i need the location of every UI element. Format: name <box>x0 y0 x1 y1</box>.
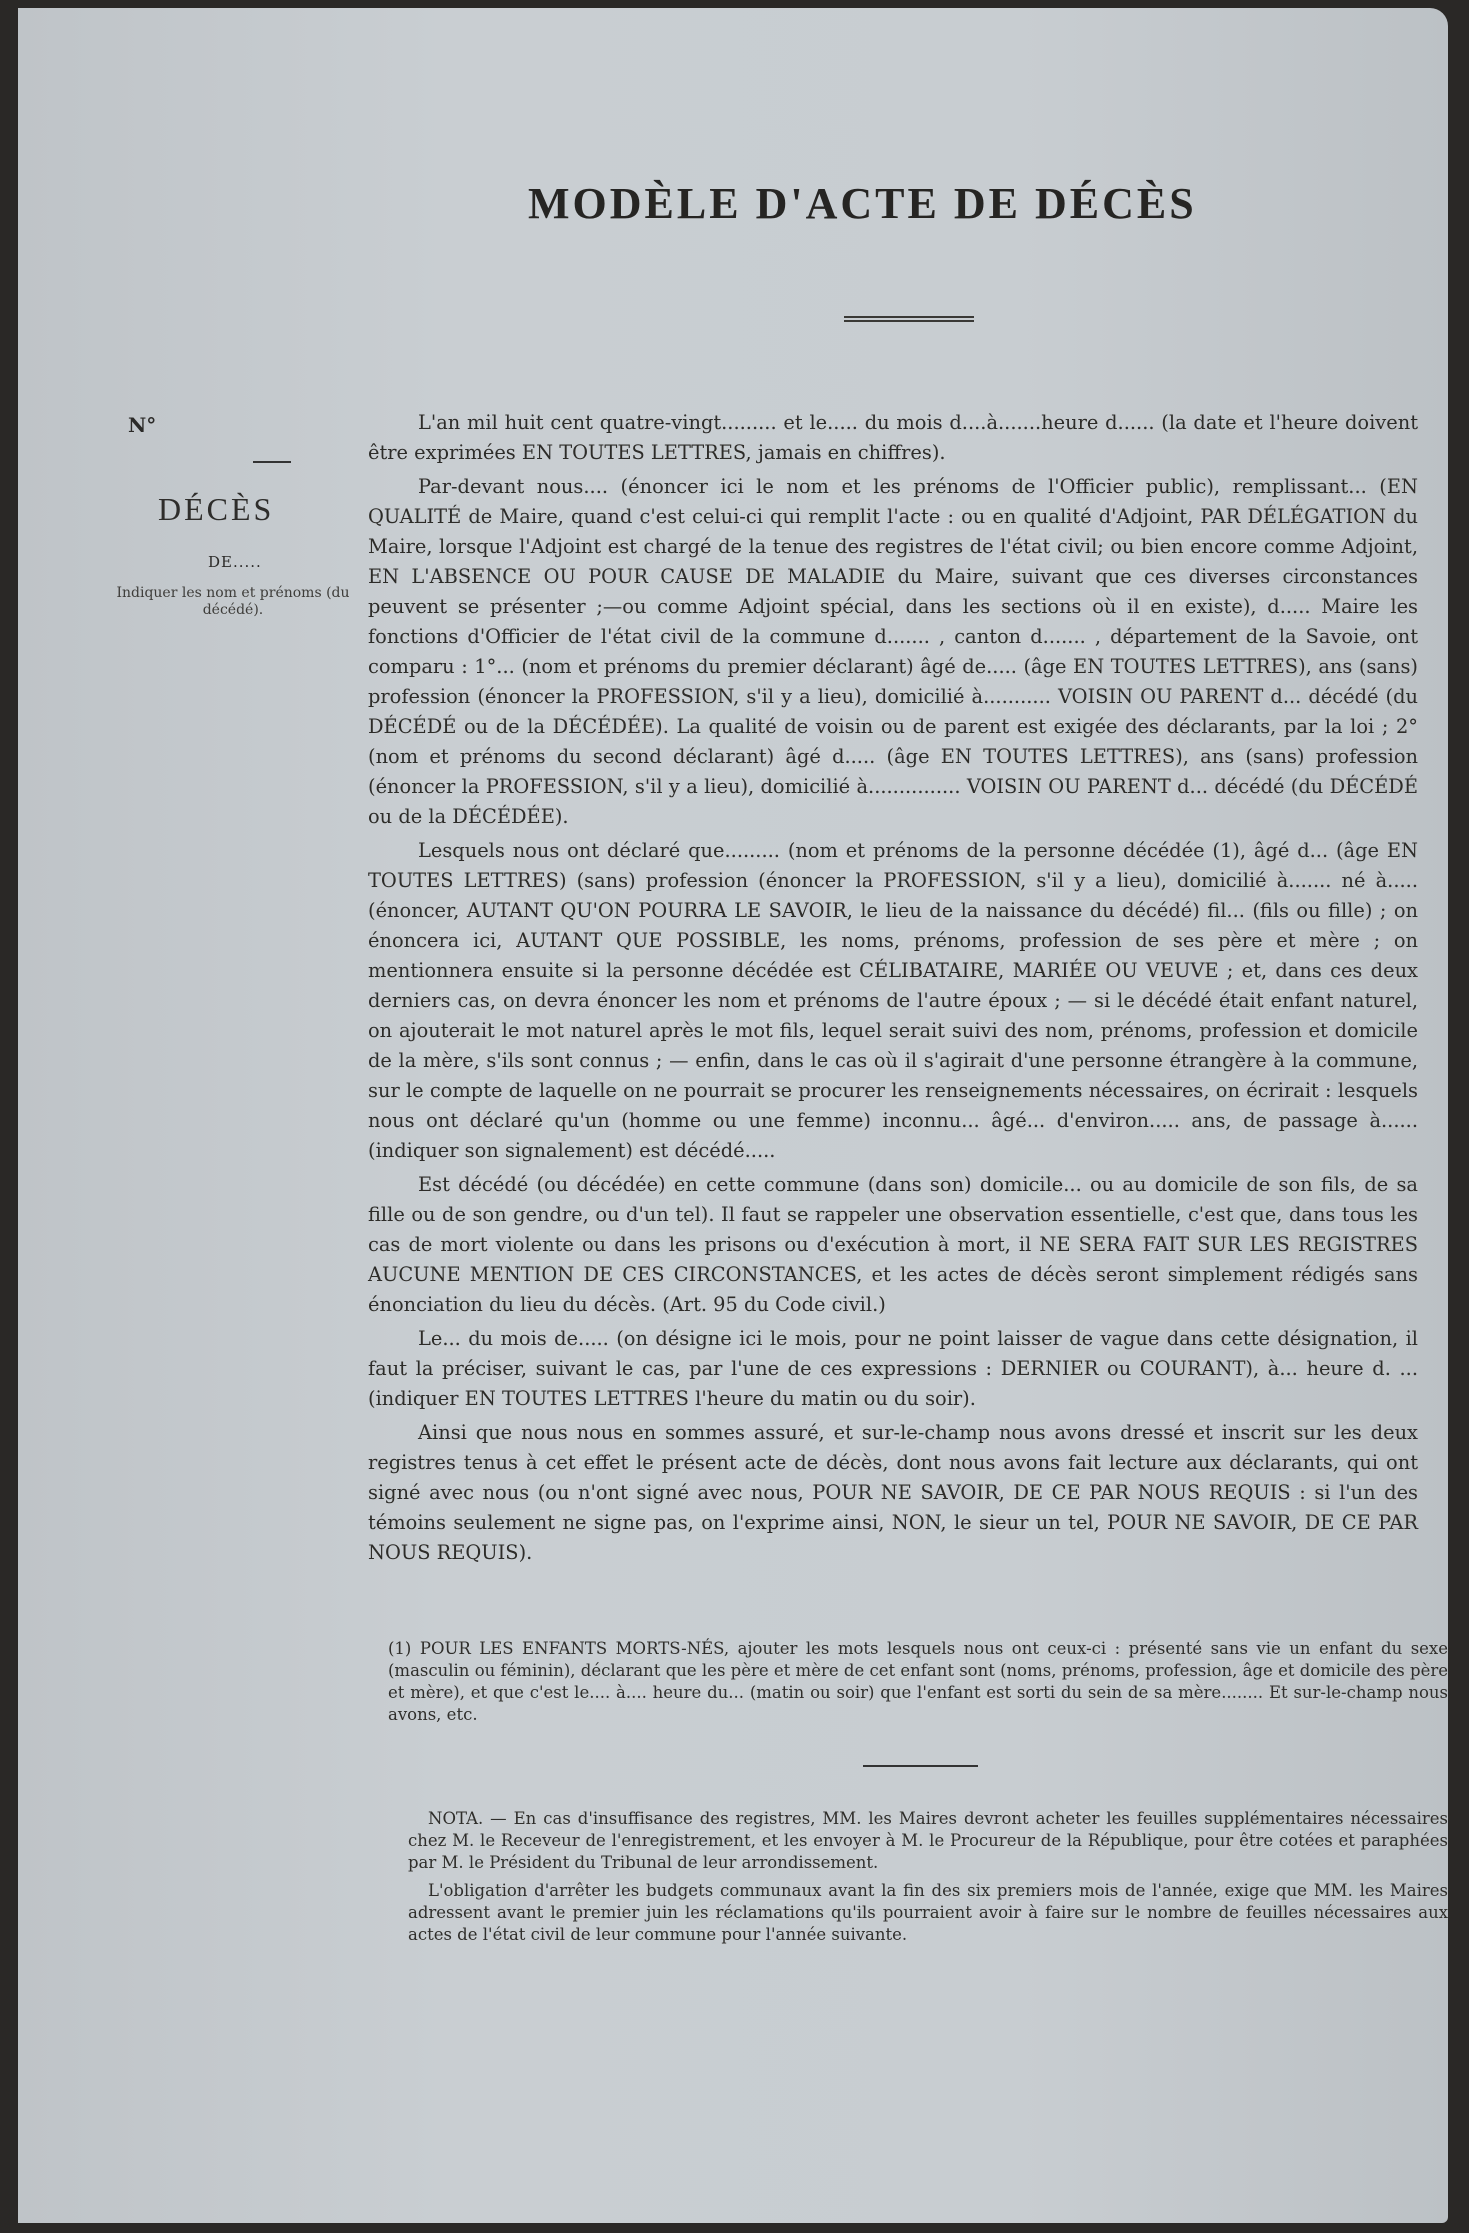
paragraph-le-du-mois: Le... du mois de..... (on désigne ici le mois, pour ne point laisser de vague dans cette désignation, il faut la préciser, suivant le cas, par l'une de ces expressions : DERNIER ou COURANT), à... heure d. ... (indiquer EN TOUTES LETTRES l'heure du matin ou du soir). <box>368 1327 1418 1410</box>
paragraph-lesquels: Lesquels nous ont déclaré que......... (nom et prénoms de la personne décédée (1), âgé d... (âge EN TOUTES LETTRES) (sans) profession (énoncer la PROFESSION, s'il y a lieu), domicilié à....... né à..... (énoncer, AUTANT QU'ON POURRA LE SAVOIR, le lieu de la naissance du décédé) fil... (fils ou fille) ; on énoncera ici, AUTANT QUE POSSIBLE, les noms, prénoms, profession de ses père et mère ; on mentionnera ensuite si la personne décédée est CÉLIBATAIRE, MARIÉE OU VEUVE ; et, dans ces deux derniers cas, on devra énoncer les nom et prénoms de l'autre époux ; — si le décédé était enfant naturel, on ajouterait le mot naturel après le mot fils, lequel serait suivi des nom, prénoms, profession et domicile de la mère, s'ils sont connus ; — enfin, dans le cas où il s'agirait d'une personne étrangère à la commune, sur le compte de laquelle on ne pourrait se procurer les renseignements nécessaires, on écrirait : lesquels nous ont déclaré qu'un (homme ou une femme) inconnu... âgé... d'environ..... ans, de passage à...... (indiquer son signalement) est décédé..... <box>368 839 1418 1162</box>
paragraph-par-devant: Par-devant nous.... (énoncer ici le nom et les prénoms de l'Officier public), remplissant... (EN QUALITÉ de Maire, quand c'est celui-ci qui remplit l'acte : ou en qualité d'Adjoint, PAR DÉLÉGATION du Maire, lorsque l'Adjoint est chargé de la tenue des registres de l'état civil; ou bien encore comme Adjoint, EN L'ABSENCE OU POUR CAUSE DE MALADIE du Maire, suivant que ces diverses circonstances peuvent se présenter ;—ou comme Adjoint spécial, dans les sections où il en existe), d..... Maire les fonctions d'Officier de l'état civil de la commune d....... , canton d....... , département de la Savoie, ont comparu : 1°... (nom et prénoms du premier déclarant) âgé de..... (âge EN TOUTES LETTRES), ans (sans) profession (énoncer la PROFESSION, s'il y a lieu), domicilié à........... VOISIN OU PARENT d... décédé (du DÉCÉDÉ ou de la DÉCÉDÉE). La qualité de voisin ou de parent est exigée des déclarants, par la loi ; 2° (nom et prénoms du second déclarant) âgé d..... (âge EN TOUTES LETTRES), ans (sans) profession (énoncer la PROFESSION, s'il y a lieu), domicilié à............... VOISIN OU PARENT d... décédé (du DÉCÉDÉ ou de la DÉCÉDÉE). <box>368 475 1418 828</box>
nota-paragraph-2: L'obligation d'arrêter les budgets communaux avant la fin des six premiers mois de l'année, exige que MM. les Maires adressent avant le premier juin les réclamations qu'ils pourraient avoir à faire sur le nombre de feuilles nécessaires aux actes de l'état civil de leur commune pour l'année suivante. <box>408 1881 1448 1944</box>
paragraph-ainsi-que: Ainsi que nous nous en sommes assuré, et sur-le-champ nous avons dressé et inscrit sur les deux registres tenus à cet effet le présent acte de décès, dont nous avons fait lecture aux déclarants, qui ont signé avec nous (ou n'ont signé avec nous, POUR NE SAVOIR, DE CE PAR NOUS REQUIS : si l'un des témoins seulement ne signe pas, on l'exprime ainsi, NON, le sieur un tel, POUR NE SAVOIR, DE CE PAR NOUS REQUIS). <box>368 1421 1418 1564</box>
margin-heading: DÉCÈS <box>158 491 275 527</box>
margin-dash <box>253 461 291 463</box>
document-page <box>18 8 1448 2223</box>
number-label: N° <box>128 413 157 437</box>
margin-de: DE..... <box>208 553 262 571</box>
page-title: MODÈLE D'ACTE DE DÉCÈS <box>528 179 1197 228</box>
nota-divider <box>863 1765 978 1767</box>
footnote: (1) POUR LES ENFANTS MORTS-NÉS, ajouter les mots lesquels nous ont ceux-ci : présenté sans vie un enfant du sexe (masculin ou féminin), déclarant que les père et mère de cet enfant sont (noms, prénoms, profession, âge et domicile des père et mère), et que c'est le.... à.... heure du... (matin ou soir) que l'enfant est sorti du sein de sa mère........ Et sur-le-champ nous avons, etc. <box>388 1639 1448 1724</box>
title-divider <box>844 316 974 322</box>
nota-paragraph-1: NOTA. — En cas d'insuffisance des registres, MM. les Maires devront acheter les feuilles supplémentaires nécessaires chez M. le Receveur de l'enregistrement, et les envoyer à M. le Procureur de la République, pour être cotées et paraphées par M. le Président du Tribunal de leur arrondissement. <box>408 1809 1448 1872</box>
paragraph-date: L'an mil huit cent quatre-vingt......... et le..... du mois d....à.......heure d...... (la date et l'heure doivent être exprimées EN TOUTES LETTRES, jamais en chiffres). <box>368 411 1418 464</box>
paragraph-est-decede: Est décédé (ou décédée) en cette commune (dans son) domicile... ou au domicile de son fils, de sa fille ou de son gendre, ou d'un tel). Il faut se rappeler une observation essentielle, c'est que, dans tous les cas de mort violente ou dans les prisons ou d'exécution à mort, il NE SERA FAIT SUR LES REGISTRES AUCUNE MENTION DE CES CIRCONSTANCES, et les actes de décès seront simplement rédigés sans énonciation du lieu du décès. (Art. 95 du Code civil.) <box>368 1173 1418 1316</box>
act-body <box>368 408 1418 1572</box>
nota-section <box>408 1808 1448 1952</box>
margin-hint: Indiquer les nom et prénoms (du décédé). <box>116 585 350 618</box>
